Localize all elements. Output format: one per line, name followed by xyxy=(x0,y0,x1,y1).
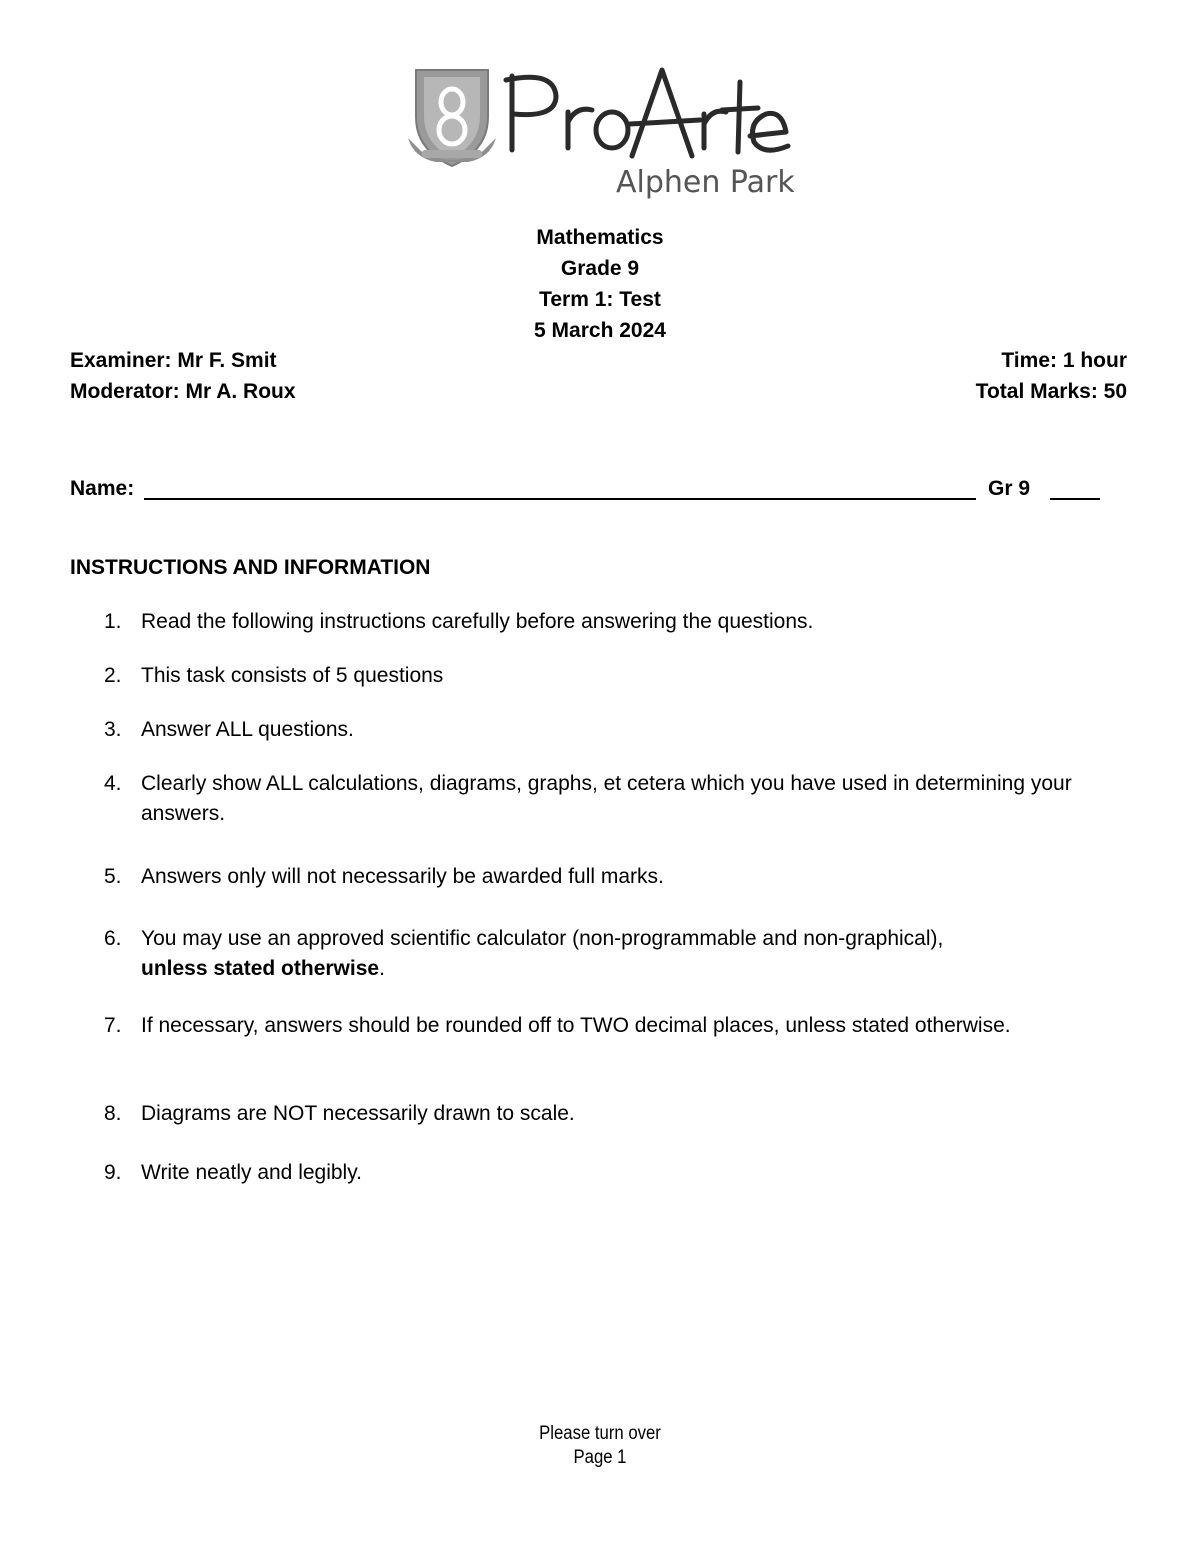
instruction-item xyxy=(70,661,1080,691)
subject-title: Mathematics xyxy=(536,226,664,249)
school-crest-icon xyxy=(404,62,794,210)
title-block xyxy=(0,222,1200,346)
page-number: Page 1 xyxy=(573,1447,627,1468)
grade-class-blank[interactable] xyxy=(1050,498,1100,500)
staff-info xyxy=(70,345,296,407)
instruction-number: 4. xyxy=(104,772,122,795)
instruction-number: 9. xyxy=(104,1161,122,1184)
turn-over-note: Please turn over xyxy=(539,1423,661,1444)
examiner-label: Examiner: Mr F. Smit xyxy=(70,349,277,372)
student-name-line xyxy=(70,474,1110,504)
instruction-text: Answers only will not necessarily be awarded full marks. xyxy=(141,865,664,888)
instruction-text-bold: unless stated otherwise xyxy=(141,957,380,980)
svg-text:Alphen Park: Alphen Park xyxy=(616,165,794,200)
instruction-item xyxy=(70,1011,1080,1041)
instruction-item xyxy=(70,862,1080,892)
instruction-text: Answer ALL questions. xyxy=(141,718,354,741)
instruction-number: 1. xyxy=(104,610,122,633)
instructions-heading: INSTRUCTIONS AND INFORMATION xyxy=(70,556,431,579)
test-info xyxy=(976,345,1127,407)
instruction-number: 5. xyxy=(104,865,122,888)
instruction-item xyxy=(70,924,1080,984)
moderator-label: Moderator: Mr A. Roux xyxy=(70,380,296,403)
instruction-text: This task consists of 5 questions xyxy=(141,664,444,687)
instruction-item xyxy=(70,1158,1080,1188)
instruction-text-suffix: . xyxy=(379,957,385,980)
instruction-text: Clearly show ALL calculations, diagrams, graphs, et cetera which you have used in determining your answers. xyxy=(141,772,1072,825)
instruction-text: Read the following instructions carefully before answering the questions. xyxy=(141,610,814,633)
school-logo xyxy=(404,62,794,210)
grade-class-label: Gr 9 xyxy=(988,477,1031,500)
grade-title: Grade 9 xyxy=(560,257,640,280)
instruction-item xyxy=(70,769,1080,829)
instruction-item xyxy=(70,1099,1080,1129)
time-label: Time: 1 hour xyxy=(1001,349,1127,372)
instruction-text: If necessary, answers should be rounded off to TWO decimal places, unless stated otherwise. xyxy=(141,1014,1011,1037)
instruction-item xyxy=(70,715,1080,745)
instruction-number: 6. xyxy=(104,927,122,950)
instruction-number: 8. xyxy=(104,1102,122,1125)
instruction-text xyxy=(141,924,1080,984)
instruction-item xyxy=(70,607,1080,637)
instruction-number: 3. xyxy=(104,718,122,741)
test-date: 5 March 2024 xyxy=(534,319,666,342)
instruction-text-plain: You may use an approved scientific calculator (non-programmable and non-graphical), xyxy=(141,927,944,950)
page-footer xyxy=(72,1422,1128,1470)
total-marks-label: Total Marks: 50 xyxy=(975,380,1127,403)
name-label: Name: xyxy=(70,477,135,500)
instruction-text: Write neatly and legibly. xyxy=(141,1161,363,1184)
assessment-title: Term 1: Test xyxy=(539,288,661,311)
instruction-number: 7. xyxy=(104,1014,122,1037)
instruction-number: 2. xyxy=(104,664,122,687)
instruction-text: Diagrams are NOT necessarily drawn to scale. xyxy=(141,1102,575,1125)
name-blank[interactable] xyxy=(144,498,976,500)
